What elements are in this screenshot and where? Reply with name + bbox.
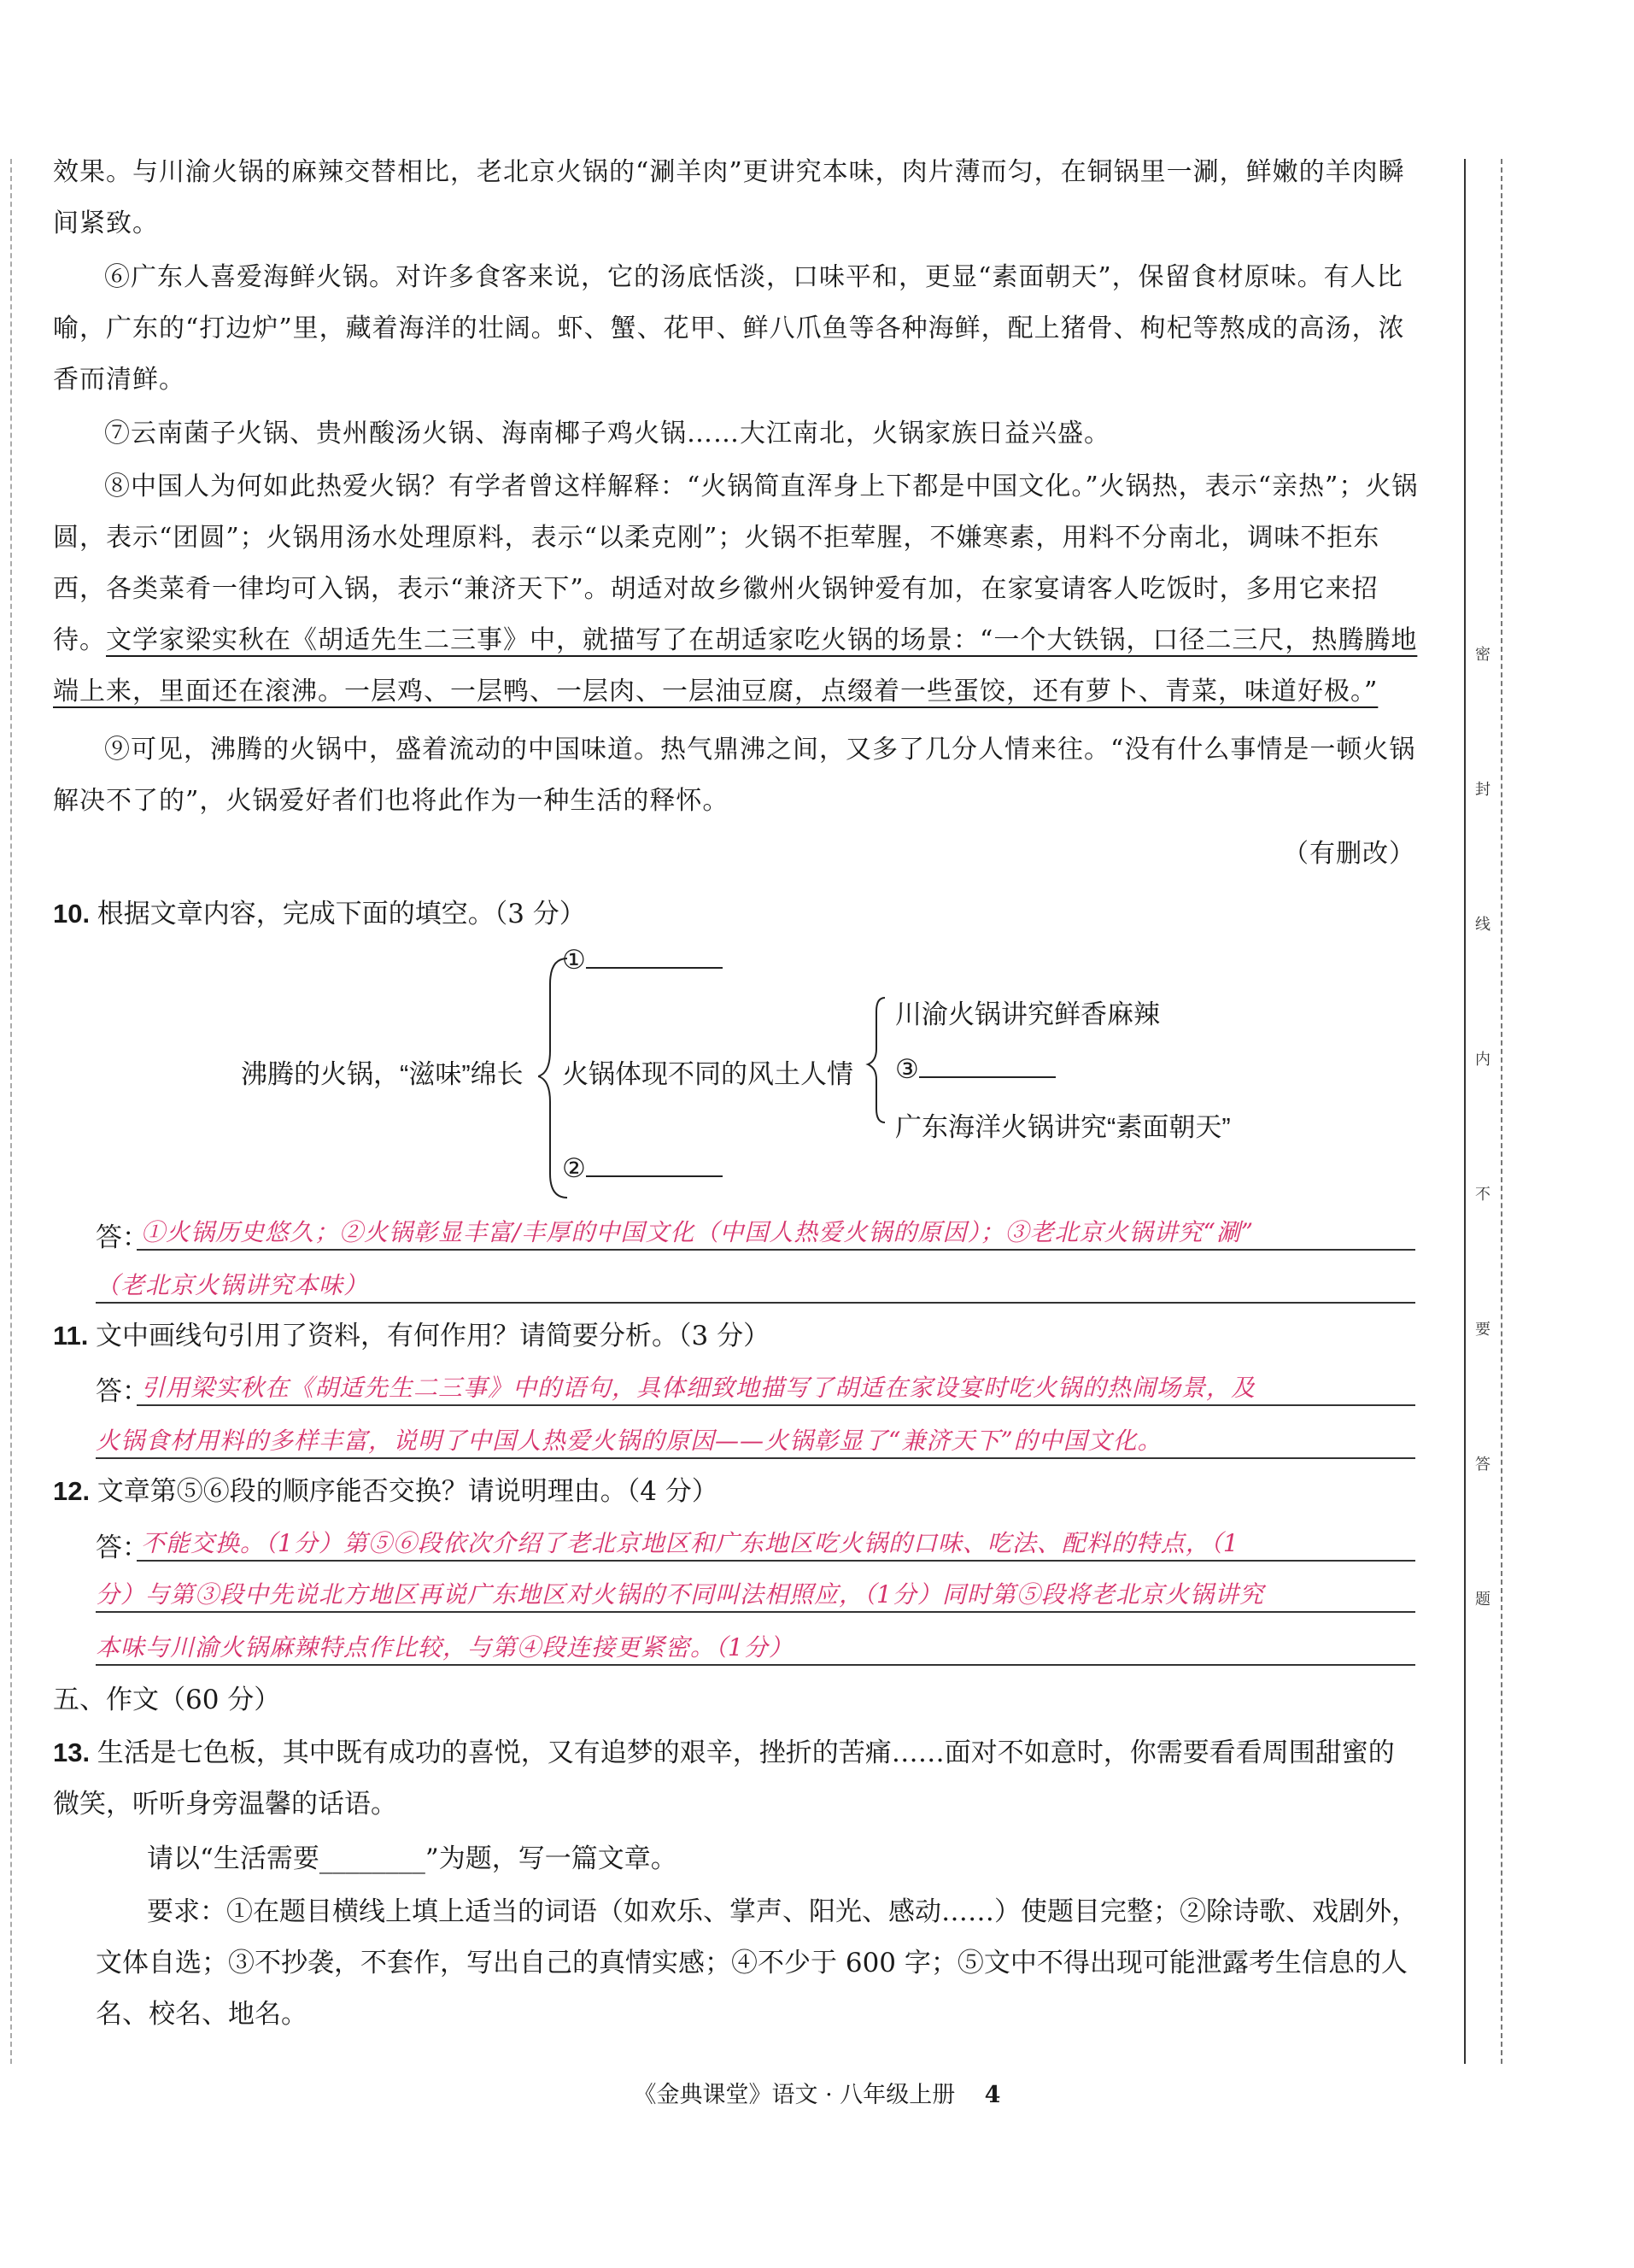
- answer-line: [96, 1664, 1415, 1666]
- blank-1-line: [586, 943, 723, 969]
- question-10: [53, 888, 1420, 940]
- blank-2-label: ②: [562, 1153, 586, 1183]
- answer-line: [137, 1249, 1415, 1251]
- question-11-number: 11.: [53, 1321, 96, 1351]
- binding-char: 不: [1475, 1186, 1491, 1204]
- answer-11-line-2: 火锅食材用料的多样丰富，说明了中国人热爱火锅的原因——火锅彰显了“兼济天下”的中国文化。: [96, 1427, 1163, 1455]
- paragraph-8: [53, 461, 1420, 718]
- answer-10-line-2: （老北京火锅讲究本味）: [96, 1271, 369, 1299]
- question-10-number: 10.: [53, 899, 97, 929]
- answer-line: [137, 1560, 1415, 1562]
- sub-brace: [868, 998, 885, 1122]
- blank-2-line: [586, 1152, 723, 1177]
- answer-10-line-1: ①火锅历史悠久；②火锅彰显丰富/丰厚的中国文化（中国人热爱火锅的原因）；③老北京火锅讲究“涮”: [141, 1218, 1255, 1246]
- page-footer: [0, 2076, 1634, 2109]
- question-13-text: 生活是七色板，其中既有成功的喜悦，又有追梦的艰辛，挫折的苦痛……面对不如意时，你需要看看周围甜蜜的微笑，听听身旁温馨的话语。: [53, 1738, 1395, 1820]
- diagram-blank-1: [562, 943, 723, 976]
- binding-char: 封: [1475, 781, 1491, 799]
- paragraph-8-text: ⑧中国人为何如此热爱火锅？有学者曾这样解释：“火锅简直浑身上下都是中国文化。”火锅热，表示“亲热”；火锅圆，表示“团圆”；火锅用汤水处理原料，表示“以柔克刚”；火锅不拒荤腥，不嫌寒素，用料不分南北，调味不拒东西，各类菜肴一律均可入锅，表示“兼济天下”。胡适对故乡徽州火锅钟爱有加，在家宴请客人吃饭时，多用它来招待。: [53, 472, 1419, 655]
- question-12: [53, 1466, 1420, 1517]
- answer-12-line-1: 不能交换。（1分）第⑤⑥段依次介绍了老北京地区和广东地区吃火锅的口味、吃法、配料的特点，（1: [141, 1529, 1239, 1557]
- question-11-text: 文中画线句引用了资料，有何作用？请简要分析。（3 分）: [96, 1321, 770, 1351]
- diagram-root: 沸腾的火锅，“滋味”绵长: [241, 1059, 524, 1089]
- binding-char: 要: [1475, 1321, 1491, 1339]
- answer-10-label: 答：: [96, 1222, 149, 1253]
- blank-3-line: [919, 1052, 1056, 1078]
- paragraph-9: ⑨可见，沸腾的火锅中，盛着流动的中国味道。热气鼎沸之间，又多了几分人情来往。“没有什么事情是一顿火锅解决不了的”，火锅爱好者们也将此作为一种生活的释怀。: [53, 735, 1416, 816]
- question-12-text: 文章第⑤⑥段的顺序能否交换？请说明理由。（4 分）: [97, 1476, 718, 1507]
- left-margin-dashes: [10, 159, 12, 2064]
- footer-title: 《金典课堂》语文 · 八年级上册: [633, 2082, 956, 2108]
- question-13-number: 13.: [53, 1738, 97, 1767]
- source-note: （有删改）: [1283, 839, 1415, 869]
- binding-line: [1464, 159, 1466, 2064]
- diagram-sub-3: 广东海洋火锅讲究“素面朝天”: [895, 1112, 1231, 1142]
- answer-12-line-2: 分）与第③段中先说北方地区再说广东地区对火锅的不同叫法相照应，（1分）同时第⑤段将老北京火锅讲究: [96, 1580, 1264, 1609]
- section-five-heading: 五、作文（60 分）: [53, 1685, 281, 1715]
- paragraph-7: ⑦云南菌子火锅、贵州酸汤火锅、海南椰子鸡火锅……大江南北，火锅家族日益兴盛。: [104, 419, 1110, 448]
- answer-12-label: 答：: [96, 1533, 149, 1563]
- question-13-prompt: 请以“生活需要________”为题，写一篇文章。: [147, 1843, 677, 1874]
- answer-line: [96, 1611, 1415, 1613]
- question-10-text: 根据文章内容，完成下面的填空。（3 分）: [97, 899, 586, 929]
- diagram-middle: 火锅体现不同的风土人情: [562, 1059, 853, 1089]
- page-number: 4: [984, 2082, 1001, 2108]
- answer-line: [96, 1457, 1415, 1459]
- blank-3-label: ③: [895, 1054, 919, 1084]
- diagram-blank-2: [562, 1152, 723, 1184]
- blank-1-label: ①: [562, 945, 586, 975]
- answer-11-line-1: 引用梁实秋在《胡适先生二三事》中的语句，具体细致地描写了胡适在家设宴时吃火锅的热闹场景，及: [141, 1374, 1256, 1402]
- underlined-quote: 文学家梁实秋在《胡适先生二三事》中，就描写了在胡适家吃火锅的场景：“一个大铁锅，口径二三尺，热腾腾地端上来，里面还在滚沸。一层鸡、一层鸭、一层肉、一层油豆腐，点缀着一些蛋饺，还有萝卜、青菜，味道好极。”: [53, 625, 1418, 706]
- answer-12-line-3: 本味与川渝火锅麻辣特点作比较，与第④段连接更紧密。（1分）: [96, 1633, 794, 1661]
- diagram-sub-1: 川渝火锅讲究鲜香麻辣: [895, 999, 1160, 1029]
- question-13-requirements: 要求：①在题目横线上填上适当的词语（如欢乐、掌声、阳光、感动……）使题目完整；②除诗歌、戏剧外，文体自选；③不抄袭，不套作，写出自己的真情实感；④不少于 600 字；⑤文中不得出现可能泄露考生信息的人名、校名、地名。: [96, 1896, 1418, 2030]
- answer-line: [137, 1404, 1415, 1406]
- binding-char: 内: [1475, 1051, 1491, 1069]
- paragraph-6: ⑥广东人喜爱海鲜火锅。对许多食客来说，它的汤底恬淡，口味平和，更显“素面朝天”，保留食材原味。有人比喻，广东的“打边炉”里，藏着海洋的壮阔。虾、蟹、花甲、鲜八爪鱼等各种海鲜，配上猪骨、枸杞等熬成的高汤，浓香而清鲜。: [53, 262, 1405, 395]
- binding-char: 题: [1475, 1591, 1491, 1609]
- diagram-sub-2: [895, 1052, 1056, 1085]
- binding-dashes: [1501, 159, 1502, 2064]
- answer-line: [96, 1302, 1415, 1304]
- binding-char: 密: [1475, 646, 1491, 664]
- binding-char: 答: [1475, 1456, 1491, 1474]
- paragraph-continued: 效果。与川渝火锅的麻辣交替相比，老北京火锅的“涮羊肉”更讲究本味，肉片薄而匀，在铜锅里一涮，鲜嫩的羊肉瞬间紧致。: [53, 157, 1405, 238]
- question-11: [53, 1310, 1420, 1362]
- binding-char: 线: [1475, 916, 1491, 934]
- question-12-number: 12.: [53, 1476, 97, 1506]
- answer-11-label: 答：: [96, 1376, 149, 1407]
- question-13: [53, 1727, 1420, 1830]
